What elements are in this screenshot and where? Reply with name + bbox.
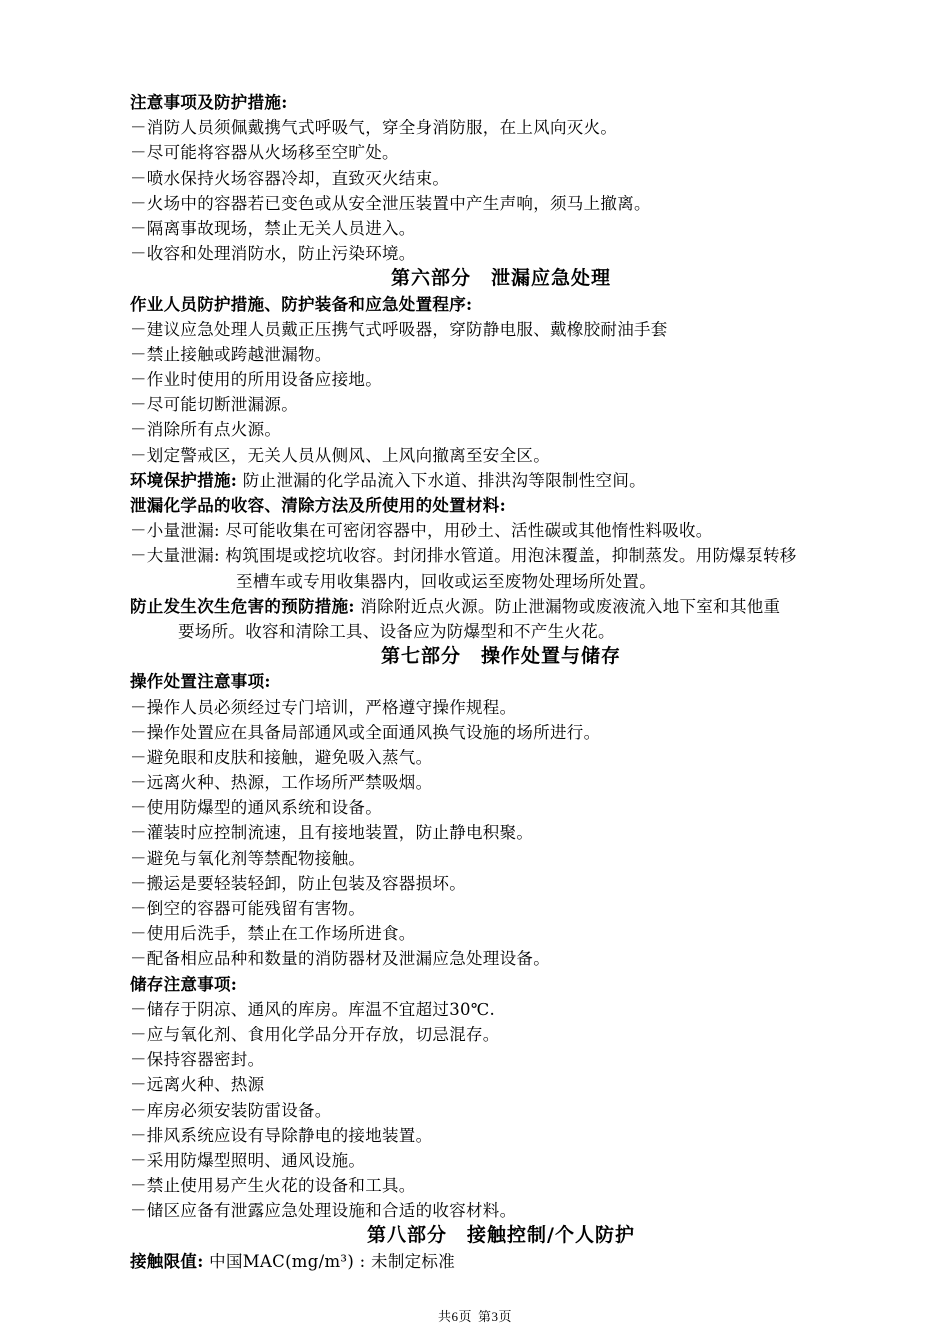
list-item: －应与氧化剂、食用化学品分开存放，切忌混存。 — [130, 1024, 500, 1044]
env-protection-text: 防止泄漏的化学品流入下水道、排洪沟等限制性空间。 — [237, 470, 646, 490]
list-item: －火场中的容器若已变色或从安全泄压装置中产生声响，须马上撤离。 — [130, 193, 651, 213]
list-item: －划定警戒区，无关人员从侧风、上风向撤离至安全区。 — [130, 445, 550, 465]
list-item: －隔离事故现场，禁止无关人员进入。 — [130, 218, 416, 238]
section-8-title: 第八部分 接触控制/个人防护 — [367, 1224, 635, 1247]
list-item: －使用防爆型的通风系统和设备。 — [130, 798, 382, 818]
exposure-limit-text: 中国MAC(mg/m³) : 未制定标准 — [203, 1251, 456, 1271]
list-item: －喷水保持火场容器冷却，直致灭火结束。 — [130, 168, 450, 188]
list-item: －消防人员须佩戴携气式呼吸气，穿全身消防服，在上风向灭火。 — [130, 118, 618, 138]
list-item: －消除所有点火源。 — [130, 420, 282, 440]
prevention-line-cont: 要场所。收容和清除工具、设备应为防爆型和不产生火花。 — [178, 621, 615, 641]
list-item: －避免与氧化剂等禁配物接触。 — [130, 848, 366, 868]
list-item: －配备相应品种和数量的消防器材及泄漏应急处理设备。 — [130, 949, 550, 969]
list-item: －储存于阴凉、通风的库房。库温不宜超过30℃. — [130, 999, 496, 1019]
list-item: －操作人员必须经过专门培训，严格遵守操作规程。 — [130, 697, 517, 717]
list-item: －倒空的容器可能残留有害物。 — [130, 899, 366, 918]
s7-heading-handling: 操作处置注意事项: — [130, 672, 271, 692]
large-leak-item-cont: 至槽车或专用收集器内，回收或运至废物处理场所处置。 — [236, 571, 656, 591]
list-item: －保持容器密封。 — [130, 1050, 265, 1070]
list-item: －使用后洗手，禁止在工作场所进食。 — [130, 924, 416, 944]
list-item: －作业时使用的所用设备应接地。 — [130, 370, 382, 390]
content-block — [130, 90, 872, 1274]
exposure-limit-line — [130, 1249, 872, 1274]
s6-heading-cleanup: 泄漏化学品的收容、清除方法及所使用的处置材料: — [130, 496, 506, 515]
list-item: －排风系统应设有导除静电的接地装置。 — [130, 1125, 433, 1145]
prevention-label: 防止发生次生危害的预防措施: — [130, 596, 355, 616]
env-protection-line — [130, 468, 872, 493]
large-leak-item: －大量泄漏: 构筑围堤或挖坑收容。封闭排水管道。用泡沫覆盖，抑制蒸发。用防爆泵转移 — [130, 546, 797, 566]
list-item: －禁止使用易产生火花的设备和工具。 — [130, 1176, 416, 1196]
section-7-title: 第七部分 操作处置与储存 — [380, 645, 621, 668]
section-6-title: 第六部分 泄漏应急处理 — [390, 267, 611, 290]
s6-heading-protection: 作业人员防护措施、防护装备和应急处置程序: — [130, 294, 473, 314]
list-item: －灌装时应控制流速，且有接地装置，防止静电积聚。 — [130, 823, 534, 843]
total-pages: 共6页 — [437, 1309, 472, 1324]
list-item: －尽可能切断泄漏源。 — [130, 395, 298, 415]
s7-heading-storage: 储存注意事项: — [130, 974, 238, 994]
env-protection-label: 环境保护措施: — [130, 470, 238, 490]
list-item: －搬运是要轻装轻卸，防止包装及容器损坏。 — [130, 873, 466, 893]
list-item: －禁止接触或跨越泄漏物。 — [130, 344, 332, 364]
list-item: －储区应备有泄露应急处理设施和合适的收容材料。 — [130, 1201, 517, 1221]
list-item: －尽可能将容器从火场移至空旷处。 — [130, 143, 399, 163]
list-item: －操作处置应在具备局部通风或全面通风换气设施的场所进行。 — [130, 722, 601, 742]
s5-heading: 注意事项及防护措施: — [130, 93, 288, 112]
current-page: 第3页 — [478, 1309, 513, 1324]
list-item: －采用防爆型照明、通风设施。 — [130, 1150, 366, 1170]
list-item: －建议应急处理人员戴正压携气式呼吸器，穿防静电服、戴橡胶耐油手套 — [130, 319, 668, 339]
list-item: －远离火种、热源，工作场所严禁吸烟。 — [130, 773, 433, 793]
page-footer — [0, 1306, 950, 1325]
prevention-text: 消除附近点火源。防止泄漏物或废液流入地下室和其他重 — [354, 596, 781, 616]
list-item: －收容和处理消防水，防止污染环境。 — [130, 244, 416, 264]
small-leak-item: －小量泄漏: 尽可能收集在可密闭容器中，用砂土、活性碳或其他惰性料吸收。 — [130, 521, 713, 541]
exposure-limit-label: 接触限值: — [130, 1251, 204, 1271]
list-item: －避免眼和皮肤和接触，避免吸入蒸气。 — [130, 747, 433, 767]
list-item: －库房必须安装防雷设备。 — [130, 1100, 332, 1120]
list-item: －远离火种、热源 — [130, 1075, 265, 1095]
prevention-line — [130, 594, 872, 619]
